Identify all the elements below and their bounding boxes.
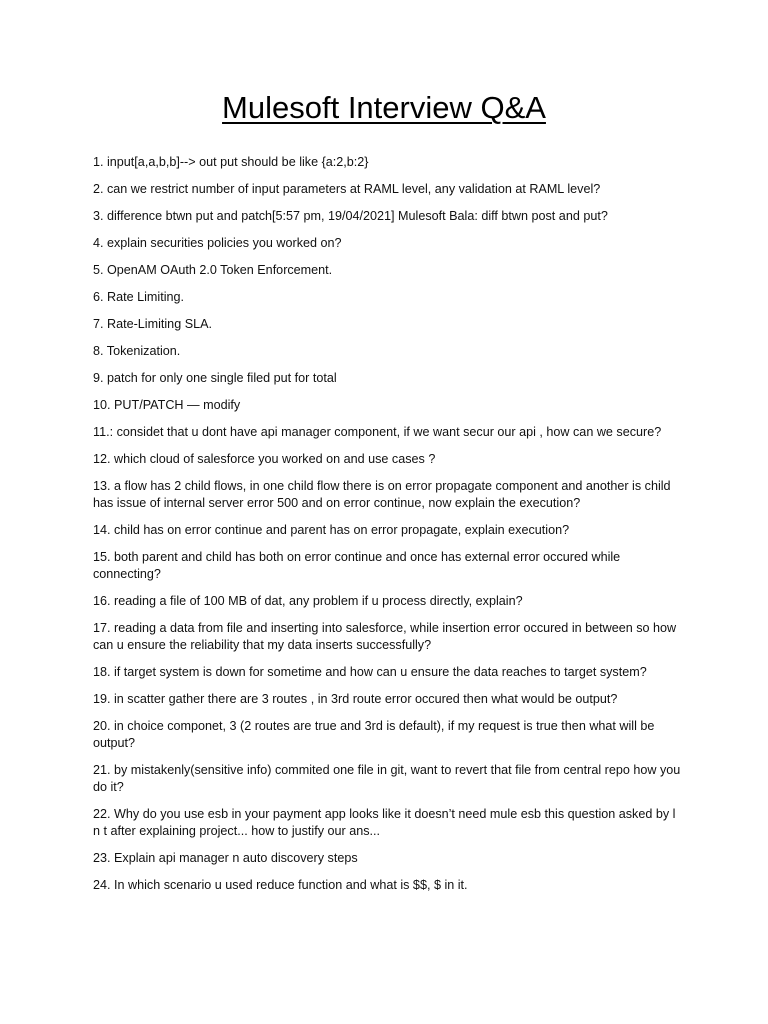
question-item: 13. a flow has 2 child flows, in one child flow there is on error propagate component and another is child has issue of internal server error 500 and on error continue, now explain the execution? [93, 479, 671, 510]
page-title: Mulesoft Interview Q&A [222, 90, 546, 125]
question-item: 5. OpenAM OAuth 2.0 Token Enforcement. [93, 263, 333, 277]
question-item: 11.: considet that u dont have api manager component, if we want secur our api , how can we secure? [93, 425, 662, 439]
question-item: 9. patch for only one single filed put for total [93, 371, 337, 385]
question-item: 17. reading a data from file and inserting into salesforce, while insertion error occured in between so how can u ensure the reliability that my data inserts successfully? [93, 621, 677, 652]
question-item: 24. In which scenario u used reduce function and what is $$, $ in it. [93, 878, 468, 892]
question-item: 16. reading a file of 100 MB of dat, any problem if u process directly, explain? [93, 594, 523, 608]
question-item: 12. which cloud of salesforce you worked on and use cases ? [93, 452, 436, 466]
question-item: 18. if target system is down for sometime and how can u ensure the data reaches to target system? [93, 665, 647, 679]
question-item: 22. Why do you use esb in your payment app looks like it doesn’t need mule esb this question asked by l n t after explaining project... how to justify our ans... [93, 807, 676, 838]
question-item: 4. explain securities policies you worked on? [93, 236, 342, 250]
question-item: 20. in choice componet, 3 (2 routes are true and 3rd is default), if my request is true then what will be output? [93, 719, 655, 750]
question-item: 10. PUT/PATCH — modify [93, 398, 241, 412]
question-item: 23. Explain api manager n auto discovery steps [93, 851, 358, 865]
question-item: 19. in scatter gather there are 3 routes , in 3rd route error occured then what would be output? [93, 692, 618, 706]
question-item: 7. Rate-Limiting SLA. [93, 317, 212, 331]
question-item: 21. by mistakenly(sensitive info) commited one file in git, want to revert that file from central repo how you do it? [93, 763, 681, 794]
question-item: 2. can we restrict number of input parameters at RAML level, any validation at RAML level? [93, 182, 601, 196]
question-item: 8. Tokenization. [93, 344, 181, 358]
question-item: 15. both parent and child has both on error continue and once has external error occured while connecting? [93, 550, 621, 581]
question-item: 1. input[a,a,b,b]--> out put should be like {a:2,b:2} [93, 155, 369, 169]
question-item: 6. Rate Limiting. [93, 290, 184, 304]
question-item: 14. child has on error continue and parent has on error propagate, explain execution? [93, 523, 570, 537]
question-item: 3. difference btwn put and patch[5:57 pm, 19/04/2021] Mulesoft Bala: diff btwn post and put? [93, 209, 608, 223]
question-list [93, 154, 683, 904]
